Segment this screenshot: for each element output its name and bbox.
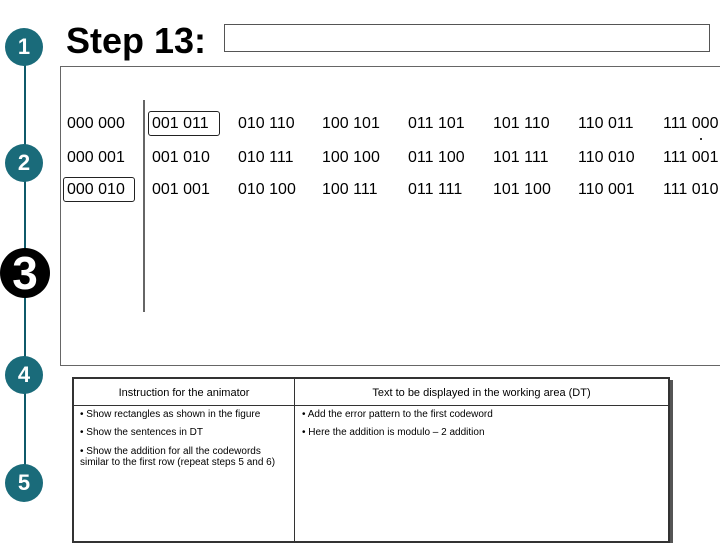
step-4-marker[interactable]: [5, 356, 43, 394]
dot-marker: [700, 138, 702, 140]
display-text: • Add the error pattern to the first codeword: [302, 409, 493, 420]
codeword-cell: 000 000: [67, 115, 125, 132]
step-title: Step 13:: [66, 20, 207, 61]
animator-instruction: • Show the sentences in DT: [80, 427, 204, 438]
codeword-cell: 101 100: [493, 181, 551, 198]
codeword-cell: 011 100: [408, 149, 465, 166]
animator-column-header: Instruction for the animator: [118, 387, 250, 399]
step-3-marker[interactable]: [0, 248, 50, 298]
codeword-cell: 111 010: [663, 181, 719, 198]
codeword-cell: 001 001: [152, 181, 210, 198]
table-column-divider: [294, 379, 295, 541]
codeword-cell: 100 111: [322, 181, 378, 198]
text-column-header: Text to be displayed in the working area (DT): [372, 387, 591, 399]
codeword-cell: 110 011: [578, 115, 634, 132]
codeword-cell: 100 101: [322, 115, 380, 132]
codeword-cell: 000 010: [67, 181, 125, 198]
codeword-cell: 001 011: [152, 115, 209, 132]
step-4-label: 4: [17, 362, 31, 387]
codeword-cell: 110 010: [578, 149, 635, 166]
codeword-cell: 101 110: [493, 115, 550, 132]
table-header-divider: [74, 405, 668, 406]
codeword-cell: 111 001: [663, 149, 719, 166]
codeword-cell: 010 100: [238, 181, 296, 198]
step-2-marker[interactable]: [5, 144, 43, 182]
column-divider: [143, 100, 145, 312]
step-5-label: 5: [17, 470, 31, 495]
animator-instruction: • Show rectangles as shown in the figure: [80, 409, 261, 420]
step-1-label: 1: [17, 34, 31, 59]
codeword-cell: 011 101: [408, 115, 465, 132]
display-text: • Here the addition is modulo – 2 addition: [302, 427, 485, 438]
codeword-cell: 010 110: [238, 115, 295, 132]
codeword-cell: 011 111: [408, 181, 463, 198]
step-2-label: 2: [17, 150, 31, 175]
codeword-cell: 110 001: [578, 181, 635, 198]
step-3-label: 3: [12, 247, 38, 299]
codeword-cell: 010 111: [238, 149, 294, 166]
instruction-table: [72, 377, 670, 543]
title-input-box: [224, 24, 710, 52]
animator-instruction: • Show the addition for all the codewords similar to the first row (repeat steps 5 and 6): [80, 446, 276, 468]
codeword-cell: 000 001: [67, 149, 125, 166]
step-1-marker[interactable]: [5, 28, 43, 66]
codeword-cell: 100 100: [322, 149, 380, 166]
codeword-cell: 001 010: [152, 149, 210, 166]
codeword-cell: 111 000: [663, 115, 719, 132]
codeword-cell: 101 111: [493, 149, 549, 166]
step-5-marker[interactable]: [5, 464, 43, 502]
